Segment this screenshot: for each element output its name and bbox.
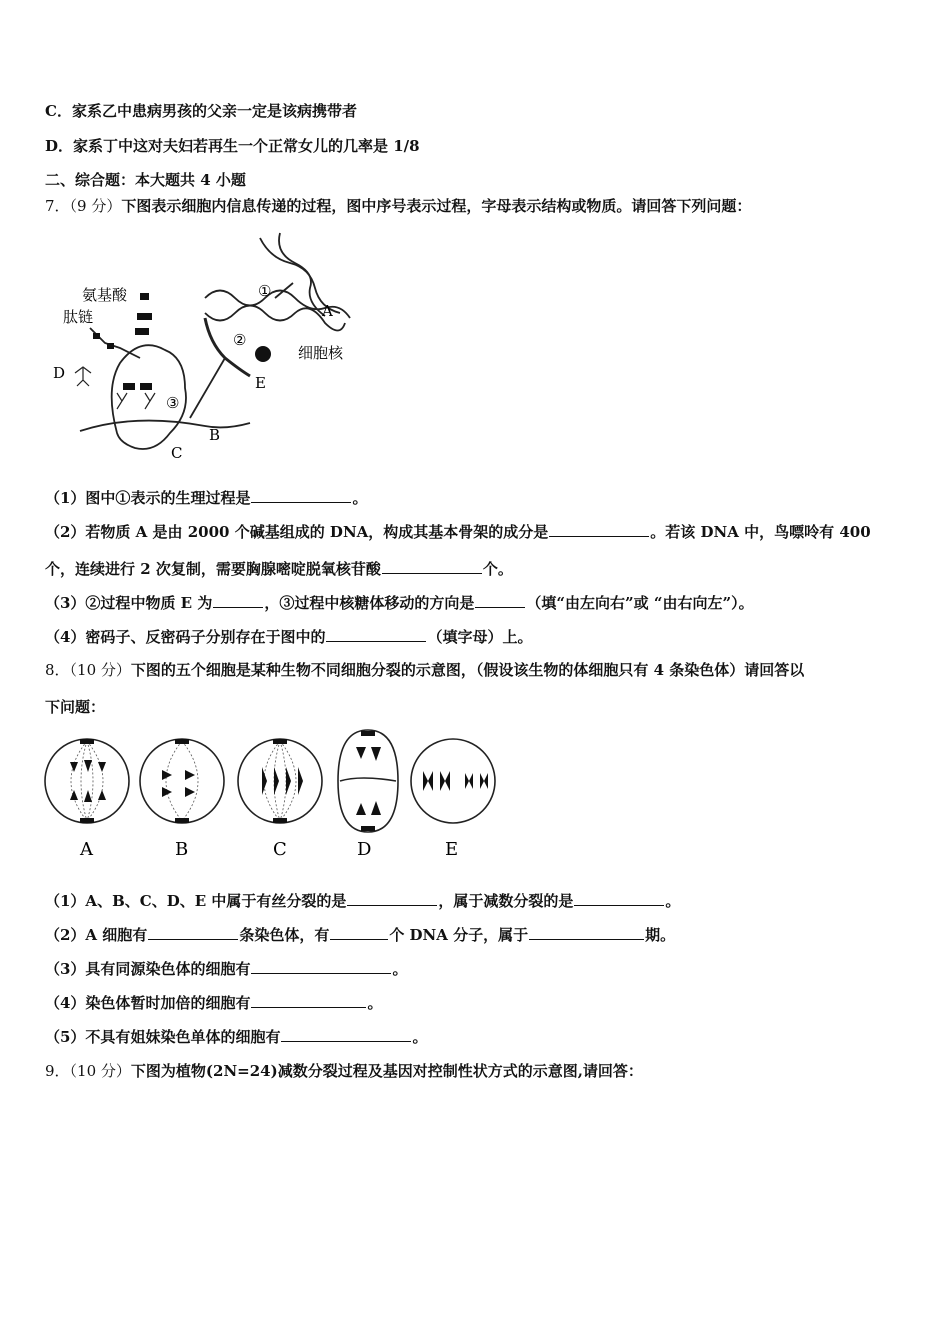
chrom-a1 (70, 762, 78, 772)
chrom-d3 (356, 803, 366, 815)
q7-p4-blank[interactable] (326, 626, 426, 642)
q8-p2-text2: 条染色体，有 (239, 926, 330, 944)
q7-p3-end: （填“由左向右”或 “由右向左”）。 (526, 594, 754, 612)
option-d: D．家系丁中这对夫妇若再生一个正常女儿的几率是 1/8 (45, 137, 420, 155)
amino-acid-1 (140, 293, 149, 300)
q8-stem (45, 660, 804, 680)
cell-label-e: E (445, 839, 459, 860)
q8-p4-end: 。 (367, 994, 383, 1012)
q7-p2-text3: 个，连续进行 2 次复制，需要胸腺嘧啶脱氧核苷酸 (45, 560, 381, 578)
chrom-d4 (371, 801, 381, 815)
chrom-e1 (423, 771, 433, 791)
q7-p3-blank2[interactable] (475, 592, 525, 608)
q9-stem-text: 下图为植物(2N=24)减数分裂过程及基因对控制性状方式的示意图,请回答： (130, 1062, 643, 1080)
q8-p1-blank2[interactable] (574, 890, 664, 906)
fig-label-e: E (255, 374, 266, 392)
q7-p1-text: （1）图中①表示的生理过程是 (45, 489, 251, 507)
fig-nucleus: 细胞核 (298, 344, 344, 362)
cell-a (45, 739, 129, 823)
q7-p3-text2: ，③过程中核糖体移动的方向是 (264, 594, 475, 612)
cell-label-c: C (273, 839, 287, 860)
cell-b (140, 739, 224, 823)
q8-p4-text: （4）染色体暂时加倍的细胞有 (45, 994, 251, 1012)
chrom-a3 (98, 762, 106, 772)
q7-part4 (45, 626, 532, 647)
chrom-e2 (440, 771, 450, 791)
q7-stem-text: 下图表示细胞内信息传递的过程，图中序号表示过程，字母表示结构或物质。请回答下列问题： (121, 197, 752, 215)
cell-c (238, 739, 322, 823)
q7-p1-blank[interactable] (251, 487, 351, 503)
q8-number: 8． (45, 661, 70, 679)
fig-label-d: D (53, 364, 66, 382)
q8-p2-text3: 个 DNA 分子，属于 (389, 926, 529, 944)
fig-label-a: A (322, 302, 333, 320)
q8-p5-text: （5）不具有姐妹染色单体的细胞有 (45, 1028, 281, 1046)
peptide-chain (90, 328, 140, 358)
q8-score: （10 分） (69, 661, 131, 679)
fig-step-1: ① (258, 282, 272, 300)
cell-label-d: D (357, 839, 372, 860)
q8-p2-end: 期。 (645, 926, 676, 944)
chrom-c4 (298, 767, 303, 795)
q8-part1 (45, 890, 680, 911)
fig-step-3: ③ (166, 394, 180, 412)
option-c: C．家系乙中患病男孩的父亲一定是该病携带者 (45, 102, 357, 120)
trna-1 (117, 393, 127, 409)
chrom-b1 (162, 770, 172, 780)
pole-d2 (361, 826, 375, 831)
q8-p3-text: （3）具有同源染色体的细胞有 (45, 960, 251, 978)
q8-p2-text: （2）A 细胞有 (45, 926, 148, 944)
q8-p1-text2: ，属于减数分裂的是 (438, 892, 574, 910)
q8-figure (40, 727, 510, 862)
fig-step-2: ② (233, 331, 247, 349)
q7-p4-text: （4）密码子、反密码子分别存在于图中的 (45, 628, 326, 646)
peptide-block-2 (107, 343, 114, 349)
chrom-c3 (286, 767, 291, 795)
q8-p2-blank2[interactable] (330, 924, 388, 940)
q7-part1 (45, 487, 367, 508)
section-title: 二、综合题：本大题共 4 小题 (45, 171, 246, 189)
chrom-a6 (98, 790, 106, 800)
membrane-line (80, 421, 250, 431)
spindle-b (166, 741, 198, 821)
q7-p3-blank1[interactable] (213, 592, 263, 608)
q7-p2-text: （2）若物质 A 是由 2000 个碱基组成的 DNA，构成其基本骨架的成分是 (45, 523, 549, 541)
fig-amino-acid: 氨基酸 (82, 286, 128, 304)
q7-figure (45, 228, 375, 468)
q8-p4-blank[interactable] (251, 992, 366, 1008)
q7-p4-end: （填字母）上。 (427, 628, 533, 646)
chrom-d1 (356, 747, 366, 759)
q7-part3 (45, 592, 754, 613)
q8-p1-end: 。 (665, 892, 681, 910)
q9-score: （10 分） (69, 1062, 131, 1080)
chrom-e4 (480, 773, 488, 789)
q9-number: 9． (45, 1062, 70, 1080)
q8-p5-blank[interactable] (281, 1026, 411, 1042)
pole-a2 (80, 818, 94, 823)
fig-peptide: 肽链 (63, 308, 94, 326)
trna-block-1 (123, 383, 135, 390)
chrom-c2 (274, 767, 279, 795)
pole-c1 (273, 739, 287, 744)
trna-block-2 (140, 383, 152, 390)
q7-part2-cont (45, 558, 513, 579)
q8-part5 (45, 1026, 427, 1047)
pole-a1 (80, 739, 94, 744)
cell-d (338, 730, 398, 832)
pole-b1 (175, 739, 189, 744)
chrom-d2 (371, 747, 381, 761)
q9-stem (45, 1061, 643, 1081)
fig-label-b: B (209, 426, 221, 444)
q8-p3-end: 。 (392, 960, 408, 978)
pole-d1 (361, 731, 375, 736)
q7-p2-blank1[interactable] (549, 521, 649, 537)
chrom-b4 (185, 787, 195, 797)
chrom-c1 (262, 767, 267, 795)
trna-d (75, 367, 91, 386)
chrom-b3 (162, 787, 172, 797)
chrom-b2 (185, 770, 195, 780)
q7-p3-text: （3）②过程中物质 E 为 (45, 594, 213, 612)
amino-acid-2 (137, 313, 152, 320)
q8-p3-blank[interactable] (251, 958, 391, 974)
amino-acid-3 (135, 328, 149, 335)
peptide-block-1 (93, 333, 100, 339)
chrom-a4 (70, 790, 78, 800)
q7-p2-blank2[interactable] (382, 558, 482, 574)
q7-p2-end: 个。 (482, 560, 513, 578)
rna-polymerase-e (255, 346, 271, 362)
q8-p1-text: （1）A、B、C、D、E 中属于有丝分裂的是 (45, 892, 347, 910)
q8-p2-blank1[interactable] (148, 924, 238, 940)
q8-part2 (45, 924, 675, 945)
q7-part2 (45, 521, 871, 542)
chrom-a2 (84, 760, 92, 772)
q8-p1-blank1[interactable] (347, 890, 437, 906)
q8-stem2: 下问题： (45, 698, 106, 716)
trna-2 (145, 393, 155, 409)
spindle-a (71, 741, 103, 821)
q7-stem (45, 196, 751, 216)
cell-label-b: B (175, 839, 189, 860)
chrom-e3 (465, 773, 473, 789)
q7-score: （9 分） (69, 197, 122, 215)
q8-part3 (45, 958, 407, 979)
q8-part4 (45, 992, 382, 1013)
q7-number: 7． (45, 197, 70, 215)
pole-c2 (273, 818, 287, 823)
pole-b2 (175, 818, 189, 823)
q8-p2-blank3[interactable] (529, 924, 644, 940)
fig-label-c: C (171, 444, 183, 462)
q7-p1-end: 。 (352, 489, 368, 507)
chrom-a5 (84, 790, 92, 802)
q8-stem-text: 下图的五个细胞是某种生物不同细胞分裂的示意图，（假设该生物的体细胞只有 4 条染色体）请回答以 (130, 661, 805, 679)
q8-p5-end: 。 (412, 1028, 428, 1046)
arrow-to-b (190, 358, 225, 418)
cell-label-a: A (80, 839, 93, 860)
spindle-c (264, 741, 296, 821)
q7-p2-text2: 。若该 DNA 中，鸟嘌呤有 400 (650, 523, 871, 541)
